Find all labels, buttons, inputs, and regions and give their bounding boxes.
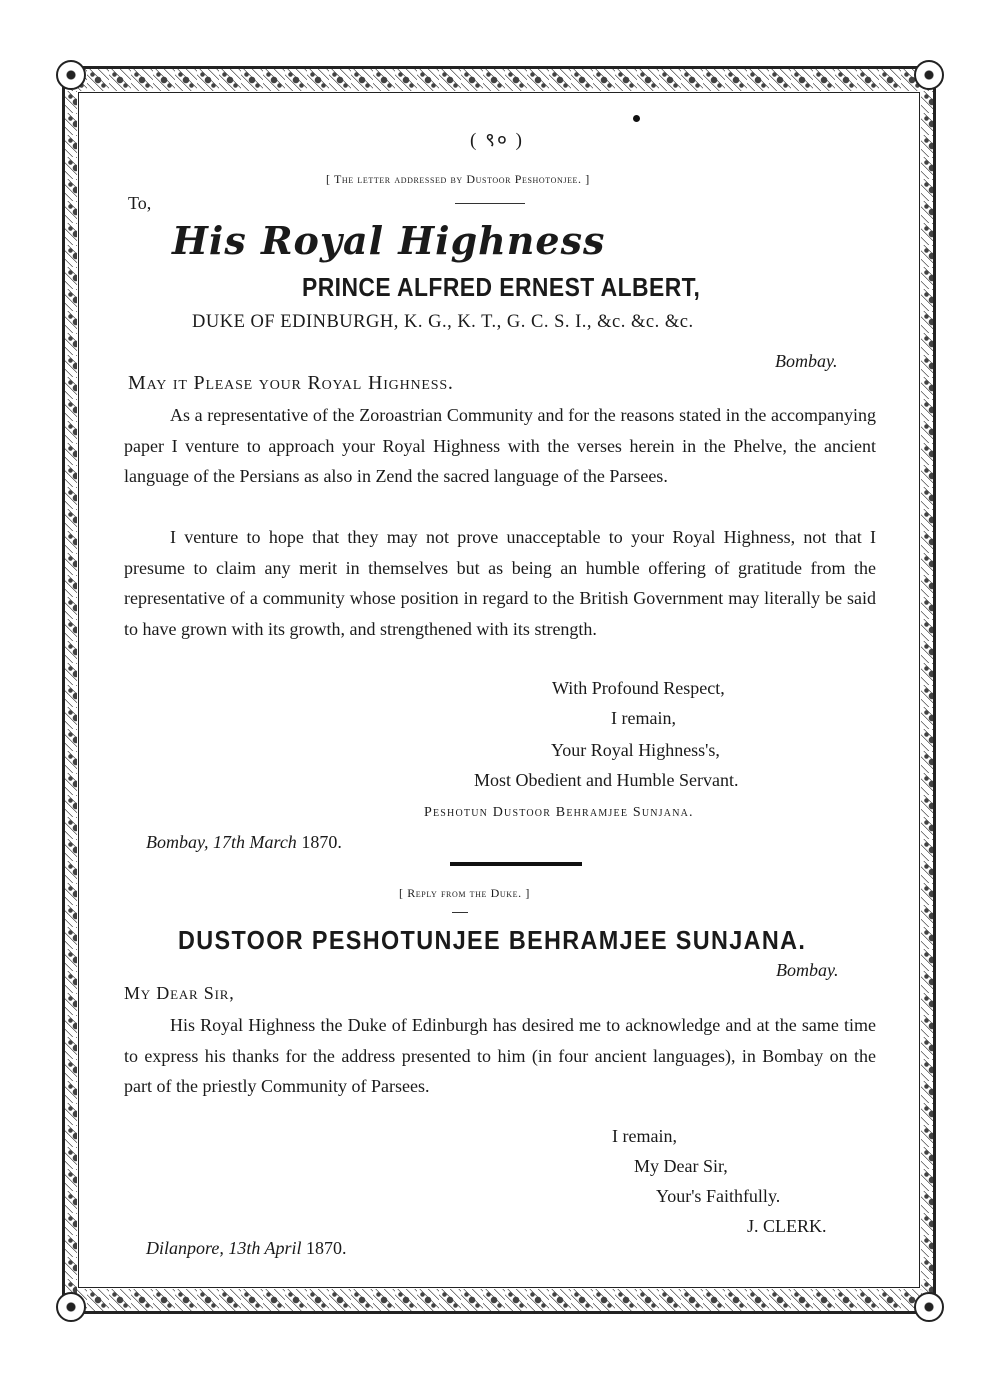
signature: Peshotun Dustoor Behramjee Sunjana. <box>424 805 694 820</box>
ink-dot <box>633 115 640 122</box>
letter-paragraph-1: As a representative of the Zoroastrian Community and for the reasons stated in the accompanying paper I venture to approach your Royal Highness with the verses herein in the Phelve, the ancient language of the Persians as also in Zend the sacred language of the Parsees. <box>124 405 876 486</box>
reply-date: Dilanpore, 13th April 1870. <box>146 1238 347 1258</box>
his-royal-highness-heading: His Royal Highness <box>172 218 606 263</box>
letter-date: Bombay, 17th March 1870. <box>146 832 342 852</box>
closing-line: I remain, <box>611 708 676 728</box>
prince-name: PRINCE ALFRED ERNEST ALBERT, <box>302 272 701 302</box>
letter-caption: [ The letter addressed by Dustoor Peshotonjee. ] <box>326 172 590 186</box>
closing-line: Your Royal Highness's, <box>551 740 720 760</box>
reply-paragraph: His Royal Highness the Duke of Edinburgh has desired me to acknowledge and at the same time to express his thanks for the address presented to him (in four ancient languages), in Bombay on the part of the priestly Community of Parsees. <box>124 1015 876 1096</box>
corner-ornament-icon <box>914 1292 944 1322</box>
corner-ornament-icon <box>56 1292 86 1322</box>
divider <box>452 912 468 913</box>
addressee-heading: DUSTOOR PESHOTUNJEE BEHRAMJEE SUNJANA. <box>178 925 807 955</box>
salutation: May it Please your Royal Highness. <box>128 372 454 394</box>
closing-line: Most Obedient and Humble Servant. <box>474 770 739 790</box>
reply-salutation: My Dear Sir, <box>124 983 235 1003</box>
duke-titles: DUKE OF EDINBURGH, K. G., K. T., G. C. S. I., &c. &c. &c. <box>192 312 694 332</box>
letter-paragraph-2: I venture to hope that they may not prove unacceptable to your Royal Highness, not that I presume to claim any merit in themselves but as being an humble offering of gratitude from the representative of a community whose position in regard to the British Government may literally be said to have grown with its growth, and strengthened with its strength. <box>124 527 876 639</box>
closing-line: With Profound Respect, <box>552 678 725 698</box>
reply-closing-line: Your's Faithfully. <box>656 1186 781 1206</box>
page-number: ( ९० ) <box>470 130 524 151</box>
reply-closing-line: I remain, <box>612 1126 677 1146</box>
reply-caption: [ Reply from the Duke. ] <box>399 886 530 900</box>
corner-ornament-icon <box>56 60 86 90</box>
reply-signature: J. CLERK. <box>747 1216 827 1236</box>
corner-ornament-icon <box>914 60 944 90</box>
to-line: To, <box>128 193 152 213</box>
place-bombay: Bombay. <box>775 351 838 371</box>
reply-closing-line: My Dear Sir, <box>634 1156 728 1176</box>
section-divider <box>450 862 582 866</box>
place-bombay: Bombay. <box>776 960 839 980</box>
divider <box>455 203 525 204</box>
